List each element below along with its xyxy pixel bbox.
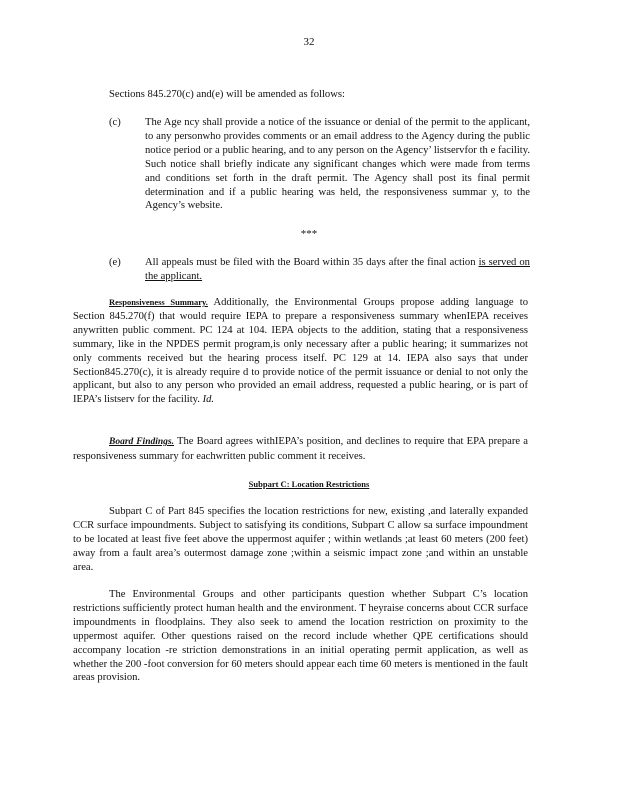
responsiveness-cite: Id. [202,394,215,406]
board-findings-paragraph [73,435,528,464]
item-c-label: (c) [109,117,121,128]
subpart-heading [0,478,618,492]
section-separator: *** [300,228,318,240]
item-e-text-main: All appeals must be filed with the Board within 35 days after the final action [145,257,479,268]
intro-sentence: Sections 845.270(c) and(e) will be amended as follows: [109,89,345,100]
board-findings-text: The Board agrees withIEPA’s position, and declines to require that EPA prepare a responsiveness summary for eachwritten public comment it receives. [73,436,528,462]
location-paragraph-2: The Environmental Groups and other participants question whether Subpart C’s location restrictions sufficiently protect human health and the environment. T heyraise concerns about CCR surface impoundments in floodplains. They also seek to amend the location restriction on proximity to the uppermost aquifer. Other questions raised on the record include whether QPE certifications should accompany location -re striction demonstrations in an initial operating permit application, as well as whether the 200 -foot conversion for 60 meters should appear each time 60 meters is mentioned in the fault areas provision. [73,589,528,684]
item-c-text: The Age ncy shall provide a notice of the issuance or denial of the permit to the applicant, to any personwho provides comments or an email address to the Agency during the public notice period or a public hearing, and to any person on the Agency’ listservfor th e facility. Such notice shall briefly indicate any significant changes which were made from terms and conditions set forth in the draft permit. The Agency shall post its final permit determination and if a public hearing was held, the responsiveness summar y, to the Agency’s website. [145,117,530,212]
page-number: 32 [303,36,315,48]
board-findings-heading: Board Findings. [109,437,174,447]
responsiveness-heading: Responsiveness Summary. [109,297,208,307]
item-e-label: (e) [109,257,121,268]
item-e-text [145,256,530,284]
item-e-text-amended: is served on the applicant. [145,257,530,282]
responsiveness-text: Additionally, the Environmental Groups propose adding language to Section 845.270(f) that would require IEPA to prepare a responsiveness summary whenIEPA receives anywritten public comment. PC 124 at 104. IEPA objects to the addition, stating that a responsiveness summary, like in the NPDES permit program,is only necessary after a public hearing; it summarizes not only comments received but the hearing process itself. PC 129 at 14. IEPA also says that under Section845.270(c), it is already require d to provide notice of the permit issuance or denial to not only the applicant, but also to any person who provided an email address, requested a public hearing, or is part of IEPA’s listserv for the facility. [73,297,528,406]
location-paragraph-1: Subpart C of Part 845 specifies the location restrictions for new, existing ,and laterally expanded CCR surface impoundments. Subject to satisfying its conditions, Subpart C allow sa surface impoundment to be located at least five feet above the uppermost aquifer ; within wetlands ;at least 60 meters (200 feet) away from a fault area’s outermost damage zone ;within a seismic impact zone ;and within an unstable area. [73,506,528,573]
responsiveness-paragraph [73,296,528,407]
subpart-heading-text: Subpart C: Location Restrictions [248,479,370,489]
